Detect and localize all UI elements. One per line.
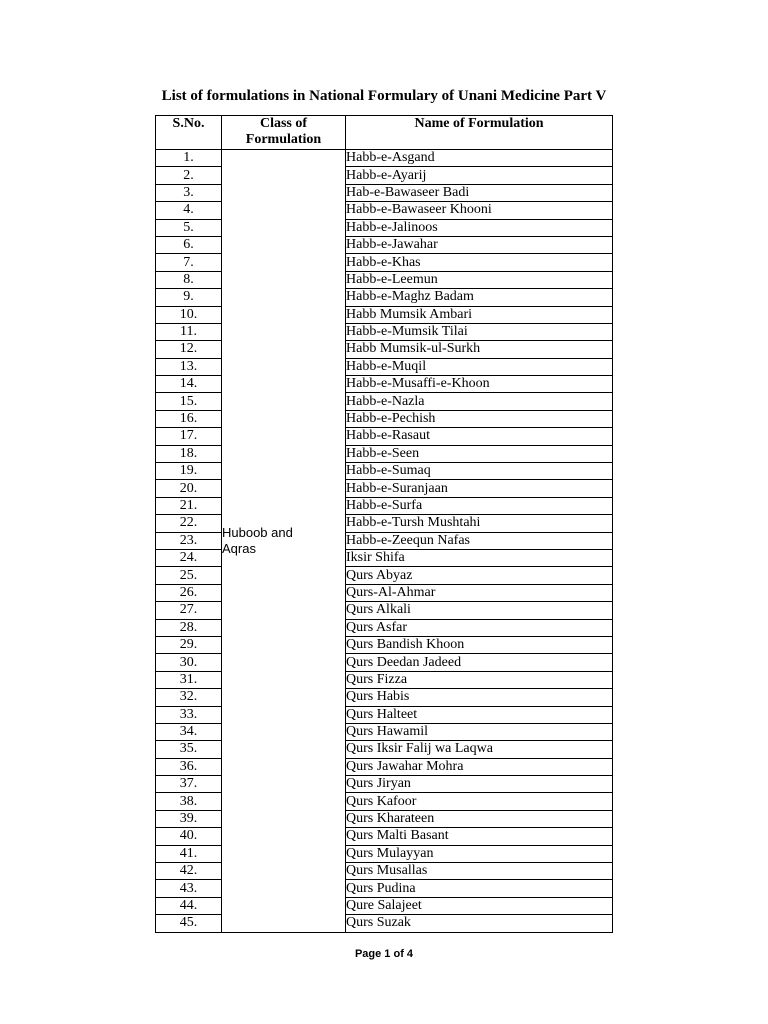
row-sno: 13.	[156, 358, 222, 375]
row-sno: 3.	[156, 184, 222, 201]
row-formulation-name: Qurs Malti Basant	[346, 828, 613, 845]
class-of-formulation-cell	[222, 150, 346, 933]
row-sno: 30.	[156, 654, 222, 671]
row-formulation-name: Habb-e-Tursh Mushtahi	[346, 515, 613, 532]
row-formulation-name: Qurs Musallas	[346, 863, 613, 880]
row-sno: 8.	[156, 271, 222, 288]
row-formulation-name: Qurs Asfar	[346, 619, 613, 636]
row-sno: 40.	[156, 828, 222, 845]
row-sno: 37.	[156, 776, 222, 793]
row-sno: 43.	[156, 880, 222, 897]
row-sno: 11.	[156, 323, 222, 340]
class-label-line2: Aqras	[222, 540, 256, 556]
row-formulation-name: Qurs Halteet	[346, 706, 613, 723]
row-sno: 22.	[156, 515, 222, 532]
row-sno: 45.	[156, 915, 222, 932]
row-sno: 38.	[156, 793, 222, 810]
row-formulation-name: Qurs Kafoor	[346, 793, 613, 810]
row-formulation-name: Qurs Fizza	[346, 671, 613, 688]
row-formulation-name: Habb-e-Mumsik Tilai	[346, 323, 613, 340]
row-sno: 26.	[156, 584, 222, 601]
row-sno: 36.	[156, 758, 222, 775]
row-sno: 39.	[156, 810, 222, 827]
row-sno: 27.	[156, 602, 222, 619]
row-formulation-name: Habb-e-Asgand	[346, 150, 613, 167]
row-sno: 34.	[156, 723, 222, 740]
row-formulation-name: Habb-e-Seen	[346, 445, 613, 462]
row-formulation-name: Habb-e-Ayarij	[346, 167, 613, 184]
row-sno: 35.	[156, 741, 222, 758]
row-formulation-name: Habb-e-Maghz Badam	[346, 289, 613, 306]
table-body	[156, 150, 613, 933]
row-sno: 4.	[156, 202, 222, 219]
formulation-table	[155, 115, 613, 933]
row-formulation-name: Qurs Iksir Falij wa Laqwa	[346, 741, 613, 758]
row-formulation-name: Qure Salajeet	[346, 897, 613, 914]
row-sno: 2.	[156, 167, 222, 184]
header-name: Name of Formulation	[346, 116, 613, 150]
row-formulation-name: Qurs Pudina	[346, 880, 613, 897]
row-formulation-name: Habb-e-Muqil	[346, 358, 613, 375]
row-formulation-name: Qurs Kharateen	[346, 810, 613, 827]
row-sno: 44.	[156, 897, 222, 914]
row-formulation-name: Habb-e-Jawahar	[346, 236, 613, 253]
header-class	[222, 116, 346, 150]
row-sno: 20.	[156, 480, 222, 497]
row-sno: 1.	[156, 150, 222, 167]
row-sno: 15.	[156, 393, 222, 410]
row-sno: 33.	[156, 706, 222, 723]
row-formulation-name: Habb-e-Rasaut	[346, 428, 613, 445]
row-sno: 41.	[156, 845, 222, 862]
row-sno: 16.	[156, 410, 222, 427]
row-formulation-name: Habb-e-Musaffi-e-Khoon	[346, 376, 613, 393]
row-sno: 10.	[156, 306, 222, 323]
row-sno: 19.	[156, 463, 222, 480]
row-formulation-name: Qurs Mulayyan	[346, 845, 613, 862]
row-sno: 7.	[156, 254, 222, 271]
row-formulation-name: Qurs-Al-Ahmar	[346, 584, 613, 601]
row-formulation-name: Habb-e-Zeequn Nafas	[346, 532, 613, 549]
row-sno: 12.	[156, 341, 222, 358]
class-label-line1: Huboob and	[222, 524, 293, 540]
row-formulation-name: Qurs Suzak	[346, 915, 613, 932]
table-row	[156, 150, 613, 167]
row-sno: 6.	[156, 236, 222, 253]
row-sno: 42.	[156, 863, 222, 880]
row-sno: 23.	[156, 532, 222, 549]
row-formulation-name: Hab-e-Bawaseer Badi	[346, 184, 613, 201]
row-formulation-name: Qurs Jawahar Mohra	[346, 758, 613, 775]
row-formulation-name: Habb-e-Sumaq	[346, 463, 613, 480]
row-sno: 29.	[156, 636, 222, 653]
row-sno: 31.	[156, 671, 222, 688]
row-formulation-name: Qurs Jiryan	[346, 776, 613, 793]
row-formulation-name: Qurs Bandish Khoon	[346, 636, 613, 653]
row-formulation-name: Habb-e-Khas	[346, 254, 613, 271]
header-sno: S.No.	[156, 116, 222, 150]
row-sno: 18.	[156, 445, 222, 462]
row-formulation-name: Habb Mumsik Ambari	[346, 306, 613, 323]
row-formulation-name: Habb-e-Bawaseer Khooni	[346, 202, 613, 219]
row-sno: 32.	[156, 689, 222, 706]
row-sno: 9.	[156, 289, 222, 306]
page-number: Page 1 of 4	[354, 948, 414, 960]
row-formulation-name: Qurs Alkali	[346, 602, 613, 619]
row-formulation-name: Habb-e-Suranjaan	[346, 480, 613, 497]
row-sno: 24.	[156, 549, 222, 566]
row-formulation-name: Habb-e-Nazla	[346, 393, 613, 410]
row-formulation-name: Habb-e-Surfa	[346, 497, 613, 514]
row-sno: 25.	[156, 567, 222, 584]
header-class-line2: Formulation	[245, 132, 322, 147]
row-sno: 17.	[156, 428, 222, 445]
row-formulation-name: Qurs Deedan Jadeed	[346, 654, 613, 671]
row-formulation-name: Qurs Abyaz	[346, 567, 613, 584]
row-formulation-name: Qurs Hawamil	[346, 723, 613, 740]
row-formulation-name: Habb-e-Pechish	[346, 410, 613, 427]
table-header-row	[156, 116, 613, 150]
row-sno: 28.	[156, 619, 222, 636]
row-sno: 5.	[156, 219, 222, 236]
row-formulation-name: Qurs Habis	[346, 689, 613, 706]
row-formulation-name: Habb Mumsik-ul-Surkh	[346, 341, 613, 358]
header-class-line1: Class of	[259, 116, 308, 131]
row-sno: 21.	[156, 497, 222, 514]
row-sno: 14.	[156, 376, 222, 393]
row-formulation-name: Habb-e-Jalinoos	[346, 219, 613, 236]
row-formulation-name: Habb-e-Leemun	[346, 271, 613, 288]
document-title: List of formulations in National Formulary of Unani Medicine Part V	[161, 88, 607, 104]
row-formulation-name: Iksir Shifa	[346, 549, 613, 566]
